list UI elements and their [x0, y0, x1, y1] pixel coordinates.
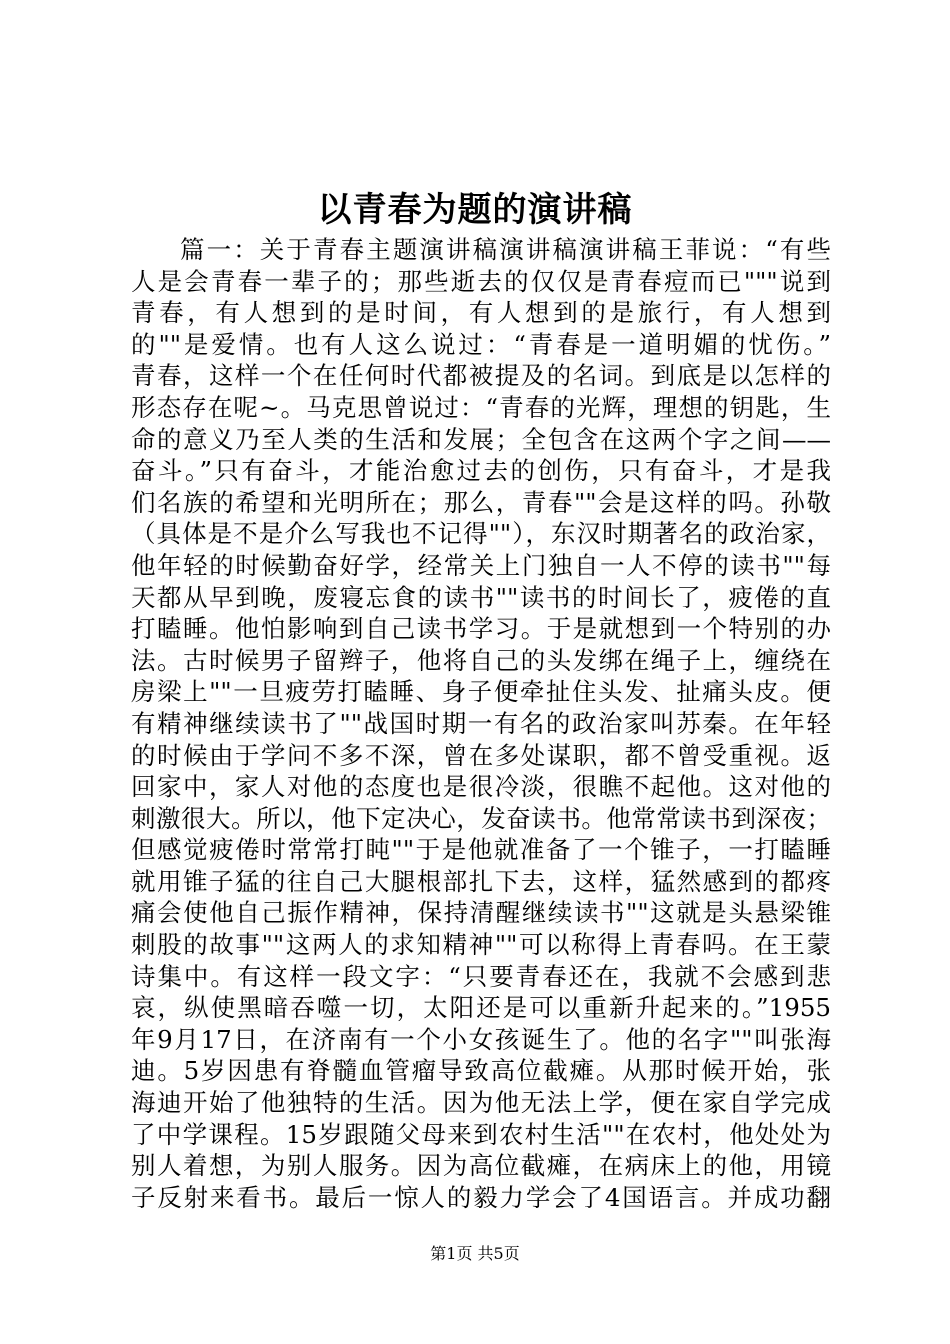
body-line: 有精神继续读书了""战国时期一有名的政治家叫苏秦。在年轻	[131, 708, 831, 738]
body-line: 诗集中。有这样一段文字：“只要青春还在，我就不会感到悲	[131, 961, 831, 991]
document-title: 以青春为题的演讲稿	[317, 190, 633, 230]
body-line: 篇一：关于青春主题演讲稿演讲稿演讲稿王菲说：“有些	[180, 235, 831, 264]
body-line: （具体是不是介么写我也不记得""），东汉时期著名的政治家，	[131, 519, 831, 549]
body-line: 年9月17日，在济南有一个小女孩诞生了。他的名字""叫张海	[131, 1024, 831, 1054]
body-line: 他年轻的时候勤奋好学，经常关上门独自一人不停的读书""每	[131, 550, 831, 580]
body-line: 的时候由于学问不多不深，曾在多处谋职，都不曾受重视。返	[131, 740, 831, 770]
body-line: 迪。5岁因患有脊髓血管瘤导致高位截瘫。从那时候开始，张	[131, 1056, 831, 1086]
body-line: 形态存在呢~。马克思曾说过：“青春的光辉，理想的钥匙，生	[131, 392, 831, 422]
body-line: 房梁上""一旦疲劳打瞌睡、身子便牵扯住头发、扯痛头皮。便	[131, 677, 831, 707]
body-line: 人是会青春一辈子的；那些逝去的仅仅是青春痘而已"""说到	[131, 266, 831, 296]
body-line: 痛会使他自己振作精神，保持清醒继续读书""这就是头悬梁锥	[131, 898, 831, 928]
body-line: 但感觉疲倦时常常打盹""于是他就准备了一个锥子，一打瞌睡	[131, 835, 831, 865]
body-line: 回家中，家人对他的态度也是很冷淡，很瞧不起他。这对他的	[131, 772, 831, 802]
body-line: 命的意义乃至人类的生活和发展；全包含在这两个字之间——	[131, 424, 831, 454]
body-line: 的""是爱情。也有人这么说过：“青春是一道明媚的忧伤。”	[131, 329, 831, 359]
body-line: 青春，有人想到的是时间，有人想到的是旅行，有人想到	[131, 298, 831, 328]
body-line: 子反射来看书。最后一惊人的毅力学会了4国语言。并成功翻	[131, 1182, 831, 1212]
body-line: 打瞌睡。他怕影响到自己读书学习。于是就想到一个特别的办	[131, 614, 831, 644]
document-body	[131, 234, 831, 1213]
page-footer: 第1页 共5页	[430, 1244, 520, 1263]
body-line: 刺股的故事""这两人的求知精神""可以称得上青春吗。在王蒙	[131, 930, 831, 960]
body-line: 了中学课程。15岁跟随父母来到农村生活""在农村，他处处为	[131, 1119, 831, 1149]
body-line: 奋斗。”只有奋斗，才能治愈过去的创伤，只有奋斗，才是我	[131, 456, 831, 486]
body-line: 别人着想，为别人服务。因为高位截瘫，在病床上的他，用镜	[131, 1151, 831, 1181]
body-line: 们名族的希望和光明所在；那么，青春""会是这样的吗。孙敬	[131, 487, 831, 517]
body-line: 刺激很大。所以，他下定决心，发奋读书。他常常读书到深夜；	[131, 803, 831, 833]
body-line: 天都从早到晚，废寝忘食的读书""读书的时间长了，疲倦的直	[131, 582, 831, 612]
body-line: 青春，这样一个在任何时代都被提及的名词。到底是以怎样的	[131, 361, 831, 391]
body-line: 就用锥子猛的往自己大腿根部扎下去，这样，猛然感到的都疼	[131, 866, 831, 896]
body-line: 法。古时候男子留辫子，他将自己的头发绑在绳子上，缠绕在	[131, 645, 831, 675]
body-line: 海迪开始了他独特的生活。因为他无法上学，便在家自学完成	[131, 1088, 831, 1118]
body-line: 哀，纵使黑暗吞噬一切，太阳还是可以重新升起来的。”1955	[131, 993, 831, 1023]
